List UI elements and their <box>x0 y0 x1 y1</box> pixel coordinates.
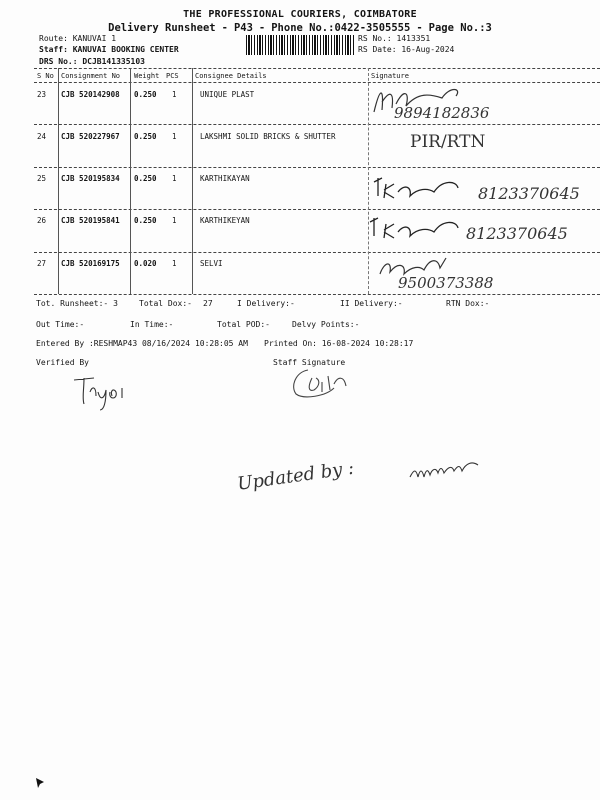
row-sno: 23 <box>37 90 47 99</box>
title-sep: - <box>258 22 266 34</box>
barcode <box>246 35 354 55</box>
updated-by-signature <box>408 455 488 485</box>
row-weight: 0.250 <box>134 90 157 99</box>
title-sep: - <box>416 22 423 34</box>
row-consignee: UNIQUE PLAST <box>200 90 255 99</box>
row-consignee: KARTHIKEYAN <box>200 216 250 225</box>
row-consignee: SELVI <box>200 259 223 268</box>
row-divider <box>34 167 600 168</box>
in-time: In Time:- <box>130 320 174 329</box>
col-header-sno: S No <box>37 72 54 80</box>
row-consignee: LAKSHMI SOLID BRICKS & SHUTTER <box>200 132 336 141</box>
title-phone: Phone No.:0422-3505555 <box>271 22 411 34</box>
table-top-rule <box>34 68 600 69</box>
printed-on: Printed On: 16-08-2024 10:28:17 <box>264 339 414 348</box>
row-signature-text: PIR/RTN <box>410 132 486 152</box>
verified-signature <box>72 372 142 412</box>
title-sep: - <box>221 22 228 34</box>
verified-by-label: Verified By <box>36 358 89 367</box>
row-sno: 25 <box>37 174 47 183</box>
col-header-pcs: PCS <box>166 72 179 80</box>
total-runsheet: Tot. Runsheet:- 3 <box>36 299 118 308</box>
row-signature-text: 8123370645 <box>478 184 580 203</box>
row-weight: 0.250 <box>134 216 157 225</box>
row-pcs: 1 <box>172 90 177 99</box>
ii-delivery: II Delivery:- <box>340 299 403 308</box>
rs-number: RS No.: 1413351 <box>358 34 431 43</box>
row-signature-text: 9894182836 <box>394 104 490 122</box>
col-header-consignee: Consignee Details <box>195 72 267 80</box>
total-dox-value: 27 <box>203 299 213 308</box>
drs-number: DRS No.: DCJB141335103 <box>39 57 145 66</box>
col-header-signature: Signature <box>371 72 409 80</box>
staff-label: Staff: KANUVAI BOOKING CENTER <box>39 45 179 54</box>
row-consignment: CJB 520227967 <box>61 132 120 141</box>
updated-by-note: Updated by : <box>236 457 356 495</box>
row-weight: 0.020 <box>134 259 157 268</box>
rs-date: RS Date: 16-Aug-2024 <box>358 45 455 54</box>
route-label: Route: KANUVAI 1 <box>39 34 117 43</box>
entered-by: Entered By :RESHMAP43 08/16/2024 10:28:05 AM <box>36 339 248 348</box>
title-page: Page No.:3 <box>428 22 492 34</box>
column-divider <box>368 68 369 294</box>
row-sno: 26 <box>37 216 47 225</box>
delvy-points: Delvy Points:- <box>292 320 360 329</box>
total-pod: Total POD:- <box>217 320 270 329</box>
row-divider <box>34 124 600 125</box>
row-signature-text: 8123370645 <box>466 224 568 243</box>
ink-mark <box>34 776 48 790</box>
row-consignment: CJB 520142908 <box>61 90 120 99</box>
title-code: P43 <box>233 22 253 34</box>
column-divider <box>130 68 131 294</box>
row-sno: 27 <box>37 259 47 268</box>
row-pcs: 1 <box>172 174 177 183</box>
staff-signature <box>286 366 366 400</box>
row-weight: 0.250 <box>134 132 157 141</box>
column-divider <box>192 68 193 294</box>
row-consignee: KARTHIKAYAN <box>200 174 250 183</box>
rtn-dox: RTN Dox:- <box>446 299 490 308</box>
total-dox-label: Total Dox:- <box>139 299 192 308</box>
runsheet-title <box>0 22 600 34</box>
out-time: Out Time:- <box>36 320 85 329</box>
row-pcs: 1 <box>172 132 177 141</box>
col-header-consignment: Consignment No <box>61 72 121 80</box>
column-divider <box>58 68 59 294</box>
row-consignment: CJB 520195841 <box>61 216 120 225</box>
company-name: THE PROFESSIONAL COURIERS, COIMBATORE <box>183 9 417 20</box>
row-pcs: 1 <box>172 259 177 268</box>
row-pcs: 1 <box>172 216 177 225</box>
row-consignment: CJB 520169175 <box>61 259 120 268</box>
signature-scribble <box>368 214 478 244</box>
col-header-weight: Weight <box>134 72 160 80</box>
signature-scribble <box>372 174 482 204</box>
row-consignment: CJB 520195834 <box>61 174 120 183</box>
i-delivery: I Delivery:- <box>237 299 295 308</box>
staff-signature-label: Staff Signature <box>273 358 346 367</box>
table-bottom-rule <box>34 294 600 295</box>
row-sno: 24 <box>37 132 47 141</box>
row-weight: 0.250 <box>134 174 157 183</box>
row-signature-text: 9500373388 <box>398 274 494 292</box>
row-divider <box>34 252 600 253</box>
row-divider <box>34 209 600 210</box>
title-label: Delivery Runsheet <box>108 22 216 34</box>
